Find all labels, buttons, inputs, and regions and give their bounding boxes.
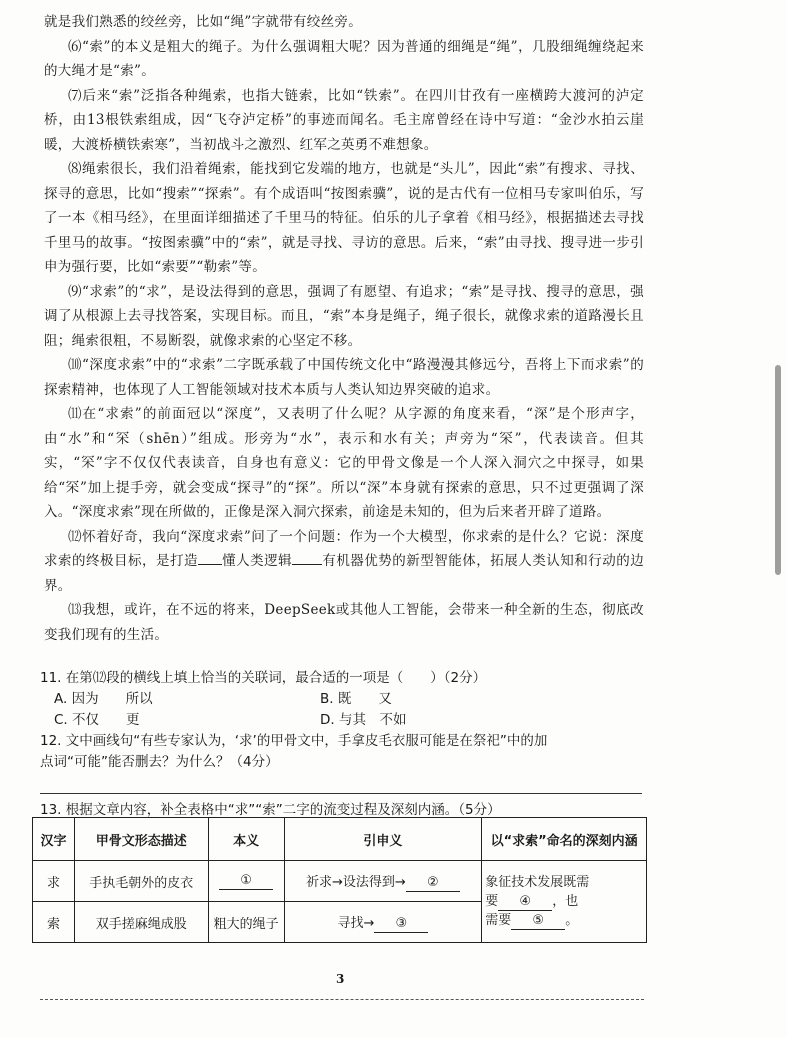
fill-blank-1[interactable] — [198, 550, 222, 565]
deep-meaning-line-2 — [485, 892, 643, 911]
cell-extended-suo — [284, 902, 482, 943]
paragraph-12-part-b: 懂人类逻辑 — [221, 553, 293, 569]
blank-2[interactable]: ② — [406, 875, 460, 892]
cell-original-qiu — [208, 861, 284, 902]
cell-form-suo: 双手搓麻绳成股 — [74, 902, 208, 943]
option-d[interactable]: D. 与其 不如 — [320, 712, 407, 728]
question-11-stem: 11. 在第⑿段的横线上填上恰当的关联词，最合适的一项是（ ）（2分） — [40, 670, 487, 686]
reading-passage — [44, 10, 644, 647]
paragraph-10: ⑽“深度求索”中的“求索”二字既承载了中国传统文化中“路漫漫其修远兮，吾将上下而求索”的探索精神，也体现了人工智能领域对技术本质与人类认知边界突破的追求。 — [44, 357, 644, 398]
fill-blank-2[interactable] — [292, 550, 322, 565]
deep-meaning-need-2: 需要 — [485, 913, 512, 928]
question-13-stem: 13. 根据文章内容，补全表格中“求”“索”二字的流变过程及深刻内涵。（5分） — [40, 802, 501, 818]
paragraph-6: ⑹“索”的本义是粗大的绳子。为什么强调粗大呢？因为普通的细绳是“绳”，几股细绳缠绕起来的大绳才是“索”。 — [44, 38, 644, 79]
cell-deep-meaning — [482, 861, 647, 943]
cell-form-qiu: 手执毛朝外的皮衣 — [74, 861, 208, 902]
deep-meaning-end: 。 — [565, 913, 579, 928]
deep-meaning-also: ，也 — [552, 894, 579, 909]
bottom-divider — [40, 999, 644, 1000]
questions-block — [40, 668, 650, 773]
cell-char-qiu: 求 — [33, 861, 75, 902]
vertical-scrollbar[interactable] — [775, 365, 781, 575]
header-oracle-form: 甲骨文形态描述 — [74, 818, 208, 861]
deep-meaning-line-1: 象征技术发展既需 — [485, 875, 590, 890]
deep-meaning-line-3 — [485, 911, 643, 930]
question-11-options-row-1 — [40, 689, 650, 710]
answer-line[interactable] — [40, 793, 642, 794]
header-extended-meaning: 引申义 — [284, 818, 482, 861]
paragraph-12 — [44, 525, 644, 599]
question-11-options-row-2 — [40, 710, 650, 731]
question-12-line-1: 12. 文中画线句“有些专家认为，‘求’的甲骨文中，手拿皮毛衣服可能是在祭祀”中的加 — [40, 733, 548, 749]
paragraph-9: ⑼“求索”的“求”，是设法得到的意思，强调了有愿望、有追求；“索”是寻找、搜寻的意思，强调了从根源上去寻找答案，实现目标。而且，“索”本身是绳子，绳子很长，就像求索的道路漫长且阻；绳索很粗，不易断裂，就像求索的心坚定不移。 — [44, 283, 644, 349]
cell-extended-qiu — [284, 861, 482, 902]
question-12-line-2: 点词“可能”能否删去？为什么？（4分） — [40, 754, 279, 770]
paragraph-7: ⑺后来“索”泛指各种绳索，也指大链索，比如“铁索”。在四川甘孜有一座横跨大渡河的泸定桥，由13根铁索组成，因“飞夺泸定桥”的事迹而闻名。毛主席曾经在诗中写道：“金沙水拍云崖暖，大渡桥横铁索寒”，当初战斗之激烈、红军之英勇不难想象。 — [44, 87, 644, 153]
paragraph-11: ⑾在“求索”的前面冠以“深度”，又表明了什么呢？从字源的角度来看，“深”是个形声字，由“水”和“罙（shēn）”组成。形旁为“水”，表示和水有关；声旁为“罙”，代表读音。但其实，“罙”字不仅仅代表读音，自身也有意义：它的甲骨文像是一个人深入洞穴之中探寻，如果给“罙”加上提手旁，就会变成“探寻”的“探”。所以“深”本身就有探索的意思，只不过更强调了深入。“深度求索”现在所做的，正像是深入洞穴探索，前途是未知的，但为后来者开辟了道路。 — [44, 406, 644, 520]
option-c[interactable]: C. 不仅 更 — [54, 712, 140, 728]
extended-suo-prefix: 寻找→ — [337, 915, 375, 931]
header-original-meaning: 本义 — [208, 818, 284, 861]
paragraph-8: ⑻绳索很长，我们沿着绳索，能找到它发端的地方，也就是“头儿”，因此“索”有搜求、寻找、探寻的意思，比如“搜索”“探索”。有个成语叫“按图索骥”，说的是古代有一位相马专家叫伯乐，写了一本《相马经》，在里面详细描述了千里马的特征。伯乐的儿子拿着《相马经》，根据描述去寻找千里马的故事。“按图索骥”中的“索”，就是寻找、寻访的意思。后来，“索”由寻找、搜寻进一步引申为强行要，比如“索要”“勒索”等。 — [44, 161, 644, 275]
extended-qiu-prefix: 祈求→设法得到→ — [306, 874, 406, 890]
blank-3[interactable]: ③ — [374, 916, 428, 933]
table-header-row — [33, 818, 647, 861]
deep-meaning-need: 要 — [485, 894, 499, 909]
header-char: 汉字 — [33, 818, 75, 861]
paragraph-13: ⒀我想，或许，在不远的将来，DeepSeek或其他人工智能，会带来一种全新的生态，彻底改变我们现有的生活。 — [44, 602, 644, 643]
evolution-table — [32, 817, 647, 943]
paragraph-5-tail: 就是我们熟悉的绞丝旁，比如“绳”字就带有绞丝旁。 — [44, 14, 363, 30]
paragraph-12-part-a: ⑿怀着好奇，我向“深度求索”问了一个问题：作为一个大模型，你求索的是什么？它说：深度求索的终极目标，是打造 — [44, 528, 644, 569]
blank-1[interactable]: ① — [219, 873, 273, 890]
table-row — [33, 861, 647, 902]
cell-char-suo: 索 — [33, 902, 75, 943]
option-a[interactable]: A. 因为 所以 — [54, 691, 153, 707]
page-number: 3 — [336, 972, 345, 986]
option-b[interactable]: B. 既 又 — [320, 691, 392, 707]
cell-original-suo: 粗大的绳子 — [208, 902, 284, 943]
header-deep-meaning: 以“求索”命名的深刻内涵 — [482, 818, 647, 861]
blank-5[interactable]: ⑤ — [511, 913, 565, 930]
paragraph-12-part-c: 有机器优势的新型智能体，拓展人类认知和行动的边界。 — [44, 553, 644, 594]
blank-4[interactable]: ④ — [498, 894, 552, 911]
